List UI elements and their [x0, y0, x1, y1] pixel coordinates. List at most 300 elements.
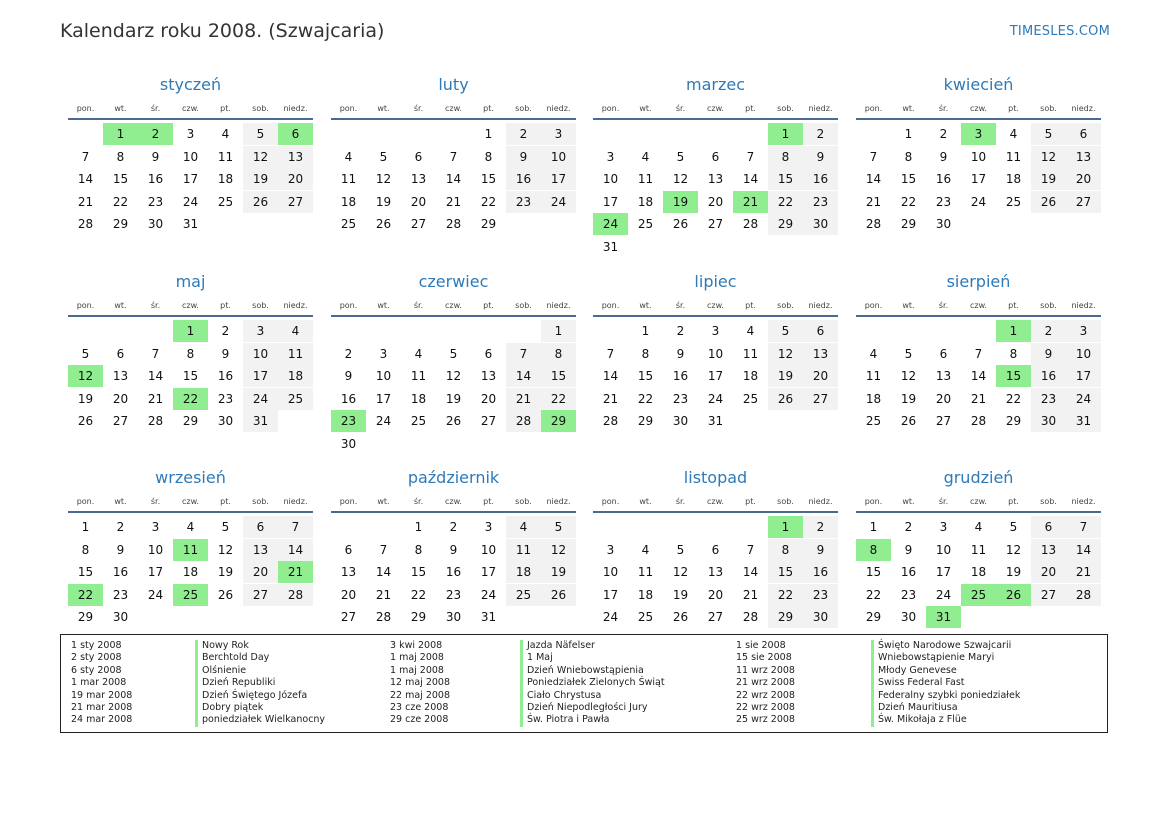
weekday-label: pt.: [745, 104, 756, 113]
day-cell: 12: [672, 172, 689, 186]
day-cell: 15: [541, 365, 576, 387]
weekday-header: [331, 493, 576, 513]
day-cell: 18: [182, 565, 199, 579]
weekday-label: czw.: [445, 497, 462, 506]
day-cell: 26: [243, 191, 278, 213]
day-cell: 4: [641, 149, 650, 164]
day-cell: 31: [707, 414, 724, 428]
day-cell: 14: [602, 369, 619, 383]
empty-day-cell: [856, 320, 891, 342]
page-title: Kalendarz roku 2008. (Szwajcaria): [60, 20, 385, 42]
day-cell: 18: [637, 587, 654, 602]
week-row: [331, 388, 576, 410]
day-cell: 3: [711, 324, 720, 338]
empty-day-cell: [663, 236, 698, 258]
weekday-label: sob.: [252, 497, 269, 506]
day-cell: 12: [900, 369, 917, 383]
weekday-label: wt.: [377, 497, 390, 506]
day-cell: 17: [935, 565, 952, 579]
week-row: [331, 343, 576, 365]
day-cell: 3: [541, 123, 576, 145]
week-row: [331, 213, 576, 235]
week-row: [856, 561, 1101, 583]
day-cell: 2: [344, 346, 353, 361]
day-cell: 18: [340, 194, 357, 209]
weekday-label: śr.: [938, 301, 949, 310]
weekday-label: pt.: [220, 301, 231, 310]
holiday-date: 11 wrz 2008: [736, 664, 795, 676]
empty-day-cell: [768, 410, 803, 432]
holiday-date: 15 sie 2008: [736, 652, 792, 664]
day-cell: 19: [375, 194, 392, 209]
day-cell: 27: [410, 217, 427, 231]
day-cell: 19: [672, 587, 689, 602]
day-cell: 21: [77, 194, 94, 209]
week-row: [331, 123, 576, 145]
empty-day-cell: [593, 123, 628, 145]
day-cell: 7: [278, 516, 313, 538]
empty-day-cell: [698, 123, 733, 145]
weeks: [68, 320, 313, 432]
day-cell: 25: [865, 414, 882, 428]
week-row: [68, 388, 313, 410]
weekday-header: [856, 100, 1101, 120]
day-cell: 18: [637, 194, 654, 209]
weekday-label: pon.: [601, 301, 620, 310]
day-cell: 1: [414, 520, 423, 534]
month-calendar: [593, 271, 838, 432]
day-cell: 24: [602, 610, 619, 624]
day-cell: 25: [1005, 194, 1022, 209]
empty-day-cell: [926, 320, 961, 342]
empty-day-cell: [506, 606, 541, 628]
day-cell: 19: [1031, 168, 1066, 190]
weekday-label: wt.: [902, 497, 915, 506]
day-cell: 5: [676, 542, 685, 557]
holiday-name: Dzień Mauritiusa: [871, 702, 1020, 714]
week-row: [68, 584, 313, 606]
day-cell: 23: [672, 391, 689, 406]
day-cell: 27: [1031, 584, 1066, 606]
month-calendar: [856, 74, 1101, 235]
week-row: [331, 561, 576, 583]
day-cell: 16: [803, 561, 838, 583]
day-cell: 31: [243, 410, 278, 432]
day-cell: 26: [1031, 191, 1066, 213]
day-cell: 17: [480, 565, 497, 579]
weekday-label: czw.: [707, 497, 724, 506]
day-cell: 22: [768, 191, 803, 213]
day-cell: 1: [484, 127, 493, 141]
holiday-day-cell: 23: [331, 410, 366, 432]
month-name: grudzień: [943, 468, 1014, 487]
day-cell: 16: [445, 565, 462, 579]
empty-day-cell: [856, 123, 891, 145]
day-cell: 30: [217, 414, 234, 428]
holiday-day-cell: 25: [173, 584, 208, 606]
empty-day-cell: [506, 213, 541, 235]
day-cell: 18: [742, 369, 759, 383]
weekday-label: wt.: [639, 104, 652, 113]
weekday-label: niedz.: [808, 497, 833, 506]
day-cell: 13: [707, 565, 724, 579]
month-calendar: [68, 74, 313, 235]
week-row: [856, 410, 1101, 432]
day-cell: 7: [151, 346, 160, 361]
day-cell: 26: [217, 587, 234, 602]
week-row: [593, 561, 838, 583]
day-cell: 30: [672, 414, 689, 428]
week-row: [68, 516, 313, 538]
holiday-name: Dzień Republiki: [195, 677, 325, 689]
day-cell: 11: [637, 172, 654, 186]
day-cell: 7: [746, 542, 755, 557]
day-cell: 6: [939, 346, 948, 361]
day-cell: 3: [243, 320, 278, 342]
week-row: [856, 123, 1101, 145]
day-cell: 5: [768, 320, 803, 342]
day-cell: 11: [1005, 149, 1022, 164]
empty-day-cell: [593, 320, 628, 342]
weekday-header: [68, 493, 313, 513]
empty-day-cell: [733, 236, 768, 258]
day-cell: 24: [243, 388, 278, 410]
weekday-header: [68, 100, 313, 120]
holiday-date: 22 maj 2008: [390, 689, 451, 701]
day-cell: 9: [116, 542, 125, 557]
day-cell: 13: [1066, 146, 1101, 168]
weekday-label: niedz.: [283, 497, 308, 506]
weekday-label: niedz.: [808, 104, 833, 113]
day-cell: 27: [278, 191, 313, 213]
day-cell: 6: [1031, 516, 1066, 538]
week-row: [593, 191, 838, 213]
weekday-label: niedz.: [546, 497, 571, 506]
empty-day-cell: [68, 320, 103, 342]
holiday-name: Wniebowstąpienie Maryi: [871, 652, 1020, 664]
holiday-date: 21 mar 2008: [71, 701, 133, 713]
holiday-date: 19 mar 2008: [71, 689, 133, 701]
day-cell: 17: [1066, 365, 1101, 387]
holiday-name: Ciało Chrystusa: [520, 690, 665, 702]
day-cell: 29: [77, 610, 94, 624]
week-row: [68, 410, 313, 432]
weekday-header: [856, 493, 1101, 513]
weekday-label: sob.: [777, 301, 794, 310]
weekday-label: pt.: [1008, 497, 1019, 506]
day-cell: 10: [602, 172, 619, 186]
day-cell: 10: [480, 542, 497, 557]
day-cell: 21: [147, 391, 164, 406]
holiday-date: 3 kwi 2008: [390, 640, 443, 651]
empty-day-cell: [401, 320, 436, 342]
month-name: wrzesień: [155, 468, 226, 487]
day-cell: 11: [410, 369, 427, 383]
holiday-list: [60, 634, 1108, 733]
weekday-label: pon.: [864, 497, 883, 506]
weekday-label: sob.: [515, 497, 532, 506]
empty-day-cell: [436, 433, 471, 455]
holiday-name: poniedziałek Wielkanocny: [195, 714, 325, 726]
day-cell: 21: [742, 587, 759, 602]
day-cell: 28: [445, 217, 462, 231]
month-calendar: [331, 271, 576, 455]
holiday-day-cell: 21: [278, 561, 313, 583]
day-cell: 28: [602, 414, 619, 428]
weekday-label: sob.: [1040, 301, 1057, 310]
empty-day-cell: [768, 236, 803, 258]
day-cell: 26: [375, 217, 392, 231]
day-cell: 12: [1005, 542, 1022, 557]
day-cell: 24: [480, 587, 497, 602]
empty-day-cell: [628, 516, 663, 538]
holiday-day-cell: 8: [856, 539, 891, 561]
weekday-label: sob.: [777, 497, 794, 506]
day-cell: 11: [278, 343, 313, 365]
holiday-date: 1 maj 2008: [390, 664, 444, 676]
empty-day-cell: [506, 433, 541, 455]
day-cell: 2: [904, 520, 913, 534]
holiday-date: 2 sty 2008: [71, 652, 122, 664]
day-cell: 17: [243, 365, 278, 387]
week-row: [593, 584, 838, 606]
day-cell: 22: [541, 388, 576, 410]
day-cell: 16: [506, 168, 541, 190]
weekday-label: śr.: [675, 301, 686, 310]
day-cell: 10: [602, 565, 619, 579]
day-cell: 21: [970, 391, 987, 406]
weekday-label: niedz.: [546, 301, 571, 310]
day-cell: 20: [112, 391, 129, 406]
day-cell: 16: [1031, 365, 1066, 387]
day-cell: 20: [480, 391, 497, 406]
day-cell: 27: [480, 414, 497, 428]
week-row: [593, 516, 838, 538]
holiday-name: Berchtold Day: [195, 652, 325, 664]
holiday-date: 6 sty 2008: [71, 664, 122, 676]
holiday-name: Dobry piątek: [195, 702, 325, 714]
day-cell: 25: [637, 217, 654, 231]
holiday-date: 24 mar 2008: [71, 714, 133, 726]
holiday-date: 1 sty 2008: [71, 640, 122, 651]
weeks: [331, 123, 576, 235]
day-cell: 26: [541, 584, 576, 606]
week-row: [593, 410, 838, 432]
day-cell: 9: [803, 539, 838, 561]
weeks: [856, 320, 1101, 432]
holiday-day-cell: 6: [278, 123, 313, 145]
day-cell: 13: [803, 343, 838, 365]
day-cell: 3: [939, 520, 948, 534]
day-cell: 8: [81, 542, 90, 557]
site-link[interactable]: TIMESLES.COM: [1009, 24, 1110, 39]
day-cell: 6: [243, 516, 278, 538]
day-cell: 4: [746, 324, 755, 338]
empty-day-cell: [278, 410, 313, 432]
day-cell: 28: [1066, 584, 1101, 606]
day-cell: 3: [379, 346, 388, 361]
weekday-label: pt.: [483, 497, 494, 506]
day-cell: 21: [375, 587, 392, 602]
day-cell: 23: [803, 191, 838, 213]
week-row: [331, 606, 576, 628]
weekday-label: śr.: [675, 104, 686, 113]
week-row: [331, 146, 576, 168]
day-cell: 1: [904, 127, 913, 141]
day-cell: 15: [768, 561, 803, 583]
day-cell: 22: [410, 587, 427, 602]
empty-day-cell: [541, 213, 576, 235]
empty-day-cell: [1066, 213, 1101, 235]
day-cell: 27: [707, 610, 724, 624]
day-cell: 13: [935, 369, 952, 383]
weekday-label: niedz.: [546, 104, 571, 113]
holiday-date: 1 maj 2008: [390, 652, 444, 664]
day-cell: 4: [869, 346, 878, 361]
holiday-day-cell: 25: [961, 584, 996, 606]
empty-day-cell: [138, 320, 173, 342]
weekday-label: wt.: [114, 104, 127, 113]
weekday-label: czw.: [445, 301, 462, 310]
weekday-label: wt.: [114, 301, 127, 310]
week-row: [593, 236, 838, 258]
day-cell: 5: [449, 346, 458, 361]
day-cell: 10: [243, 343, 278, 365]
day-cell: 20: [707, 587, 724, 602]
week-row: [68, 561, 313, 583]
holiday-date: 12 maj 2008: [390, 677, 451, 689]
day-cell: 25: [637, 610, 654, 624]
weekday-label: sob.: [1040, 104, 1057, 113]
day-cell: 8: [414, 542, 423, 557]
weekday-label: pt.: [483, 104, 494, 113]
day-cell: 17: [707, 369, 724, 383]
weekday-header: [331, 100, 576, 120]
week-row: [593, 606, 838, 628]
day-cell: 7: [449, 149, 458, 164]
day-cell: 5: [243, 123, 278, 145]
day-cell: 10: [375, 369, 392, 383]
week-row: [856, 606, 1101, 628]
day-cell: 14: [278, 539, 313, 561]
empty-day-cell: [803, 410, 838, 432]
month-calendar: [331, 74, 576, 235]
day-cell: 31: [602, 239, 619, 254]
day-cell: 27: [935, 414, 952, 428]
day-cell: 13: [112, 369, 129, 383]
week-row: [68, 539, 313, 561]
day-cell: 14: [506, 365, 541, 387]
empty-day-cell: [541, 433, 576, 455]
day-cell: 8: [1009, 346, 1018, 361]
empty-day-cell: [891, 320, 926, 342]
day-cell: 31: [1066, 410, 1101, 432]
month-calendar: [856, 271, 1101, 432]
day-cell: 2: [676, 324, 685, 338]
empty-day-cell: [541, 606, 576, 628]
day-cell: 13: [1031, 539, 1066, 561]
holiday-day-cell: 3: [961, 123, 996, 145]
weeks: [331, 320, 576, 455]
day-cell: 28: [970, 414, 987, 428]
day-cell: 11: [506, 539, 541, 561]
holiday-date: 23 cze 2008: [390, 701, 449, 713]
day-cell: 6: [1066, 123, 1101, 145]
day-cell: 20: [243, 561, 278, 583]
day-cell: 12: [672, 565, 689, 579]
day-cell: 19: [768, 365, 803, 387]
holiday-day-cell: 15: [996, 365, 1031, 387]
weekday-label: wt.: [902, 301, 915, 310]
holiday-name: Olśnienie: [195, 665, 325, 677]
day-cell: 17: [602, 587, 619, 602]
empty-day-cell: [366, 320, 401, 342]
day-cell: 7: [379, 542, 388, 557]
day-cell: 16: [217, 369, 234, 383]
month-calendar: [593, 467, 838, 628]
day-cell: 30: [340, 436, 357, 451]
empty-day-cell: [663, 123, 698, 145]
day-cell: 27: [112, 414, 129, 428]
day-cell: 10: [147, 542, 164, 557]
week-row: [593, 365, 838, 387]
weekday-label: sob.: [515, 104, 532, 113]
month-calendar: [856, 467, 1101, 628]
day-cell: 15: [637, 369, 654, 383]
day-cell: 15: [900, 172, 917, 186]
day-cell: 5: [1009, 520, 1018, 534]
weekday-label: niedz.: [283, 301, 308, 310]
weeks: [68, 123, 313, 235]
day-cell: 24: [970, 194, 987, 209]
empty-day-cell: [401, 123, 436, 145]
empty-day-cell: [243, 213, 278, 235]
day-cell: 16: [803, 168, 838, 190]
day-cell: 9: [344, 369, 353, 383]
day-cell: 12: [445, 369, 462, 383]
day-cell: 24: [935, 587, 952, 602]
weekday-header: [68, 297, 313, 317]
day-cell: 9: [904, 542, 913, 557]
day-cell: 18: [1005, 172, 1022, 186]
day-cell: 27: [340, 610, 357, 624]
holiday-date: 22 wrz 2008: [736, 689, 795, 701]
holiday-day-cell: 31: [926, 606, 961, 628]
day-cell: 17: [970, 172, 987, 186]
day-cell: 8: [768, 146, 803, 168]
day-cell: 29: [182, 414, 199, 428]
week-row: [331, 320, 576, 342]
day-cell: 28: [742, 217, 759, 231]
day-cell: 17: [182, 172, 199, 186]
day-cell: 2: [116, 520, 125, 534]
empty-day-cell: [1066, 606, 1101, 628]
holiday-name: Dzień Niepodległości Jury: [520, 702, 665, 714]
holiday-name: Św. Mikołaja z Flüe: [871, 714, 1020, 726]
weekday-label: śr.: [150, 497, 161, 506]
week-row: [68, 191, 313, 213]
empty-day-cell: [1031, 606, 1066, 628]
month-calendar: [68, 467, 313, 628]
day-cell: 1: [541, 320, 576, 342]
day-cell: 5: [676, 149, 685, 164]
day-cell: 24: [182, 194, 199, 209]
day-cell: 23: [217, 391, 234, 406]
holiday-name: Dzień Świętego Józefa: [195, 690, 325, 702]
weekday-label: pt.: [220, 497, 231, 506]
day-cell: 13: [278, 146, 313, 168]
day-cell: 9: [449, 542, 458, 557]
